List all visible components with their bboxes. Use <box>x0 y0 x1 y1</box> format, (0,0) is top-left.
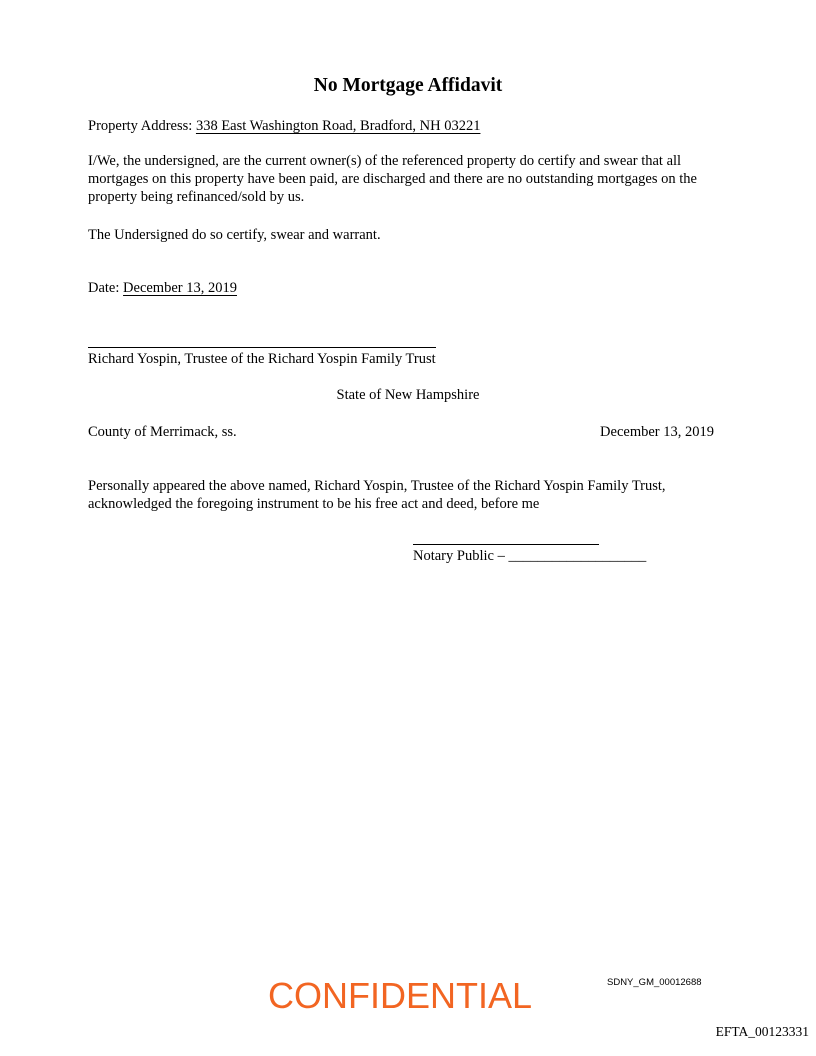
property-address-line <box>88 118 480 135</box>
confidential-stamp: CONFIDENTIAL <box>268 975 533 1016</box>
notary-public-label: Notary Public – ___________________ <box>413 548 647 564</box>
date-value: December 13, 2019 <box>123 280 237 296</box>
acknowledgment-paragraph: Personally appeared the above named, Richard Yospin, Trustee of the Richard Yospin Family Trust, acknowledged the foregoing instrument to be his free act and deed, before me <box>88 478 666 512</box>
signatory-name: Richard Yospin, Trustee of the Richard Yospin Family Trust <box>88 351 436 367</box>
bates-number: SDNY_GM_00012688 <box>607 977 702 988</box>
document-title: No Mortgage Affidavit <box>313 75 503 96</box>
property-address-label: Property Address: <box>88 118 196 134</box>
signature-line <box>88 347 436 348</box>
notary-county: County of Merrimack, ss. <box>88 424 237 440</box>
notary-signature-line <box>413 544 599 545</box>
property-address-value: 338 East Washington Road, Bradford, NH 03221 <box>195 118 481 134</box>
efta-number: EFTA_00123331 <box>715 1024 809 1039</box>
warranty-statement: The Undersigned do so certify, swear and warrant. <box>88 227 381 243</box>
date-label: Date: <box>88 280 124 296</box>
date-line <box>88 280 237 297</box>
notary-state: State of New Hampshire <box>336 387 480 403</box>
notary-date: December 13, 2019 <box>600 424 714 440</box>
certification-paragraph: I/We, the undersigned, are the current owner(s) of the referenced property do certify and swear that all mortgages on this property have been paid, are discharged and there are no outstanding mortgages on the property being refinanced/sold by us. <box>88 153 697 205</box>
